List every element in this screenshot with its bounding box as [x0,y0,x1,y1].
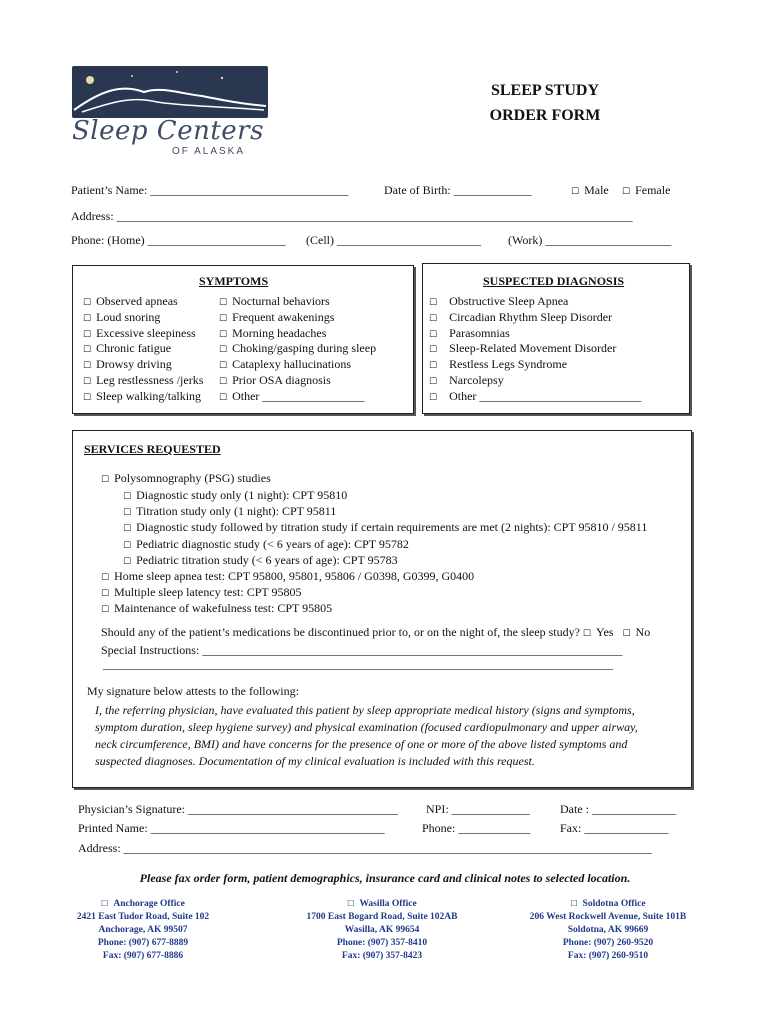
symptom-checkbox[interactable] [83,389,201,404]
office-phone: Phone: (907) 260-9520 [562,938,654,948]
symptom-checkbox[interactable] [219,310,334,325]
checkbox-icon: ☐ [83,392,92,403]
psg-sub-checkbox-label: Pediatric diagnostic study (< 6 years of age): CPT 95782 [136,536,409,551]
special-instructions-field[interactable]: Special Instructions: ______________________________________________________________________ [101,643,623,657]
symptom-checkbox[interactable] [219,341,376,356]
symptom-checkbox-label: Loud snoring [96,309,161,324]
checkbox-icon[interactable]: ☐ [570,899,578,908]
yes-checkbox-icon[interactable]: ☐ [582,629,591,639]
service-checkbox[interactable] [101,569,474,584]
service-checkbox[interactable] [101,601,332,616]
diagnosis-checkbox-label: Obstructive Sleep Apnea [449,294,569,308]
psg-sub-checkbox[interactable] [123,537,409,552]
dob-field[interactable]: Date of Birth: _____________ [384,183,532,197]
service-checkbox-label: Maintenance of wakefulness test: CPT 95805 [114,601,333,616]
checkbox-icon: ☐ [429,345,438,356]
form-title-line2: ORDER FORM [489,107,601,124]
medications-question: Should any of the patient’s medications be discontinued prior to, or on the night of, the sleep study? ☐ Yes ☐ No [101,625,651,639]
home-phone-field[interactable]: Phone: (Home) _______________________ [71,233,286,247]
checkbox-icon: ☐ [429,361,438,372]
diagnosis-checkbox-label: Other ___________________________ [449,388,642,403]
diagnosis-checkbox[interactable] [429,389,641,404]
office-address: 2421 East Tudor Road, Suite 102 [76,912,210,922]
checkbox-icon: ☐ [123,508,132,519]
symptom-checkbox-label: Choking/gasping during sleep [232,341,377,356]
office-phone: Phone: (907) 357-8410 [336,938,428,948]
office-name: ☐ Anchorage Office [101,899,185,909]
psg-sub-checkbox-label: Diagnostic study only (1 night): CPT 95810 [136,488,348,502]
psg-sub-checkbox-label: Pediatric titration study (< 6 years of age): CPT 95783 [136,552,398,567]
symptom-checkbox[interactable] [219,357,351,372]
office-fax: Fax: (907) 677-8886 [102,951,184,961]
services-box [72,430,692,788]
checkbox-icon: ☐ [219,392,228,403]
checkbox-icon: ☐ [429,329,438,340]
symptom-checkbox[interactable] [83,326,196,341]
symptom-checkbox-label: Nocturnal behaviors [232,294,330,308]
physician-signature-field[interactable]: Physician’s Signature: ___________________________________ [78,802,398,816]
checkbox-icon: ☐ [219,298,228,308]
checkbox-icon: ☐ [219,329,228,340]
checkbox-icon: ☐ [429,313,438,324]
symptom-checkbox[interactable] [83,310,160,325]
attestation-statement-line: suspected diagnoses. Documentation of my clinical evaluation is included with this request. [95,754,535,768]
symptom-checkbox[interactable] [83,357,172,372]
checkbox-icon: ☐ [83,298,92,308]
checkbox-icon: ☐ [83,329,92,340]
checkbox-icon: ☐ [219,345,228,356]
symptom-checkbox-label: Observed apneas [96,294,178,308]
services-heading: SERVICES REQUESTED [84,442,221,456]
checkbox-icon: ☐ [101,573,110,583]
office-address: 1700 East Bogard Road, Suite 102AB [306,912,458,922]
office-phone: Phone: (907) 677-8889 [97,938,189,948]
yes-label[interactable]: Yes [596,625,614,639]
diagnosis-checkbox[interactable] [429,310,612,325]
symptoms-box [72,265,414,414]
psg-sub-checkbox[interactable] [123,553,398,568]
fax-instructions: Please fax order form, patient demographics, insurance card and clinical notes to selected location. [139,871,631,885]
special-instructions-field-2[interactable]: _____________________________________________________________________________________ [103,657,613,671]
symptom-checkbox-label: Leg restlessness /jerks [96,373,204,387]
diagnosis-checkbox-label: Circadian Rhythm Sleep Disorder [449,309,613,324]
attestation-statement-line: I, the referring physician, have evaluated this patient by sleep appropriate medical history (signs and symptoms, [95,703,635,717]
psg-sub-checkbox[interactable] [123,520,647,535]
service-checkbox-label: Home sleep apnea test: CPT 95800, 95801, 95806 / G0398, G0399, G0400 [114,569,475,583]
female-checkbox[interactable]: ☐ Female [622,183,671,197]
psg-sub-checkbox-label: Titration study only (1 night): CPT 95811 [136,504,337,519]
checkbox-icon: ☐ [429,392,438,403]
office-block[interactable] [262,897,502,963]
checkbox-icon: ☐ [83,361,92,372]
diagnosis-checkbox-label: Parasomnias [449,325,510,340]
symptom-checkbox-label: Cataplexy hallucinations [232,357,352,372]
office-address: 206 West Rockwell Avenue, Suite 101B [529,912,687,922]
physician-fax-field[interactable]: Fax: ______________ [560,821,669,835]
logo-name: Sleep Centers [72,116,264,146]
npi-field[interactable]: NPI: _____________ [426,802,530,816]
diagnosis-box [422,263,690,414]
form-title-line1: SLEEP STUDY [490,82,600,99]
symptom-checkbox-label: Other _________________ [232,388,365,403]
psg-sub-checkbox-label: Diagnostic study followed by titration study if certain requirements are met (2 nights): CPT 95810 / 95811 [136,520,648,535]
office-name: ☐ Wasilla Office [347,899,417,909]
diagnosis-heading: SUSPECTED DIAGNOSIS [483,274,625,288]
no-label[interactable]: No [635,625,651,639]
symptoms-heading: SYMPTOMS [199,274,269,288]
checkbox-icon: ☐ [83,345,92,356]
symptom-checkbox[interactable] [219,326,326,341]
checkbox-icon: ☐ [101,589,110,600]
checkbox-icon: ☐ [123,540,132,551]
office-name: ☐ Soldotna Office [570,899,646,909]
office-city: Anchorage, AK 99507 [98,925,188,935]
psg-checkbox[interactable]: ☐ Polysomnography (PSG) studies [101,471,271,485]
symptom-checkbox[interactable] [83,341,171,356]
diagnosis-checkbox-label: Sleep-Related Movement Disorder [449,341,617,356]
checkbox-icon: ☐ [101,605,110,616]
checkbox-icon: ☐ [622,187,631,197]
physician-phone-field[interactable]: Phone: ____________ [422,821,531,835]
logo-subtitle: OF ALASKA [172,146,246,157]
symptom-checkbox-label: Excessive sleepiness [96,325,196,340]
work-phone-field[interactable]: (Work) _____________________ [508,233,672,247]
symptom-checkbox[interactable] [219,389,364,404]
diagnosis-checkbox[interactable] [429,326,510,341]
no-checkbox-icon[interactable]: ☐ [622,629,631,639]
checkbox-icon: ☐ [123,524,132,535]
office-city: Soldotna, AK 99669 [567,925,649,935]
symptom-checkbox[interactable] [219,294,330,309]
symptom-checkbox[interactable] [83,373,203,388]
checkbox-icon: ☐ [83,313,92,324]
attestation-label: My signature below attests to the following: [87,684,299,698]
diagnosis-checkbox-label: Restless Legs Syndrome [449,357,568,372]
attestation-statement-line: neck circumference, BMI) and have concerns for the presence of one or more of the above listed symptoms and [95,737,628,751]
symptom-checkbox-label: Drowsy driving [96,357,172,372]
attestation-statement-line: symptom duration, sleep hygiene survey) and physical examination (focused cardiopulmonary and upper airway, [95,720,638,734]
office-city: Wasilla, AK 99654 [344,925,420,935]
symptom-checkbox-label: Morning headaches [232,325,327,340]
symptom-checkbox[interactable] [83,294,178,309]
checkbox-icon: ☐ [429,298,438,308]
office-block[interactable] [488,897,728,963]
logo-mountain-graphic [72,66,268,118]
cell-phone-field[interactable]: (Cell) ________________________ [306,233,481,247]
printed-name-field[interactable]: Printed Name: _______________________________________ [78,821,385,835]
address-field[interactable]: Address: ______________________________________________________________________________________ [71,209,633,223]
symptom-checkbox-label: Chronic fatigue [96,341,172,356]
checkbox-icon: ☐ [101,475,110,485]
diagnosis-checkbox[interactable] [429,341,616,356]
diagnosis-checkbox[interactable] [429,373,504,388]
checkbox-icon[interactable]: ☐ [101,899,109,908]
checkbox-icon: ☐ [123,492,132,502]
psg-sub-checkbox[interactable] [123,504,336,519]
checkbox-icon: ☐ [219,377,228,387]
symptom-checkbox-label: Prior OSA diagnosis [232,373,331,387]
male-checkbox[interactable]: ☐ Male [571,183,609,197]
office-block[interactable] [23,897,263,963]
symptom-checkbox-label: Frequent awakenings [232,309,335,324]
physician-address-field[interactable]: Address: ________________________________________________________________________________________ [78,841,652,855]
service-checkbox-label: Multiple sleep latency test: CPT 95805 [114,585,302,600]
checkbox-icon: ☐ [219,313,228,324]
checkbox-icon: ☐ [429,377,438,387]
checkbox-icon: ☐ [571,187,580,197]
checkbox-icon: ☐ [219,361,228,372]
diagnosis-checkbox-label: Narcolepsy [449,373,504,387]
checkbox-icon: ☐ [123,556,132,567]
patient-name-field[interactable]: Patient’s Name: _________________________________ [71,183,349,197]
symptom-checkbox[interactable] [219,373,331,388]
office-fax: Fax: (907) 357-8423 [341,951,423,961]
service-checkbox[interactable] [101,585,302,600]
diagnosis-checkbox[interactable] [429,357,567,372]
symptom-checkbox-label: Sleep walking/talking [96,388,202,403]
psg-sub-checkbox[interactable] [123,488,347,503]
office-fax: Fax: (907) 260-9510 [567,951,649,961]
diagnosis-checkbox[interactable] [429,294,568,309]
date-field[interactable]: Date : ______________ [560,802,676,816]
checkbox-icon[interactable]: ☐ [347,899,355,908]
checkbox-icon: ☐ [83,377,92,387]
logo [72,66,270,156]
